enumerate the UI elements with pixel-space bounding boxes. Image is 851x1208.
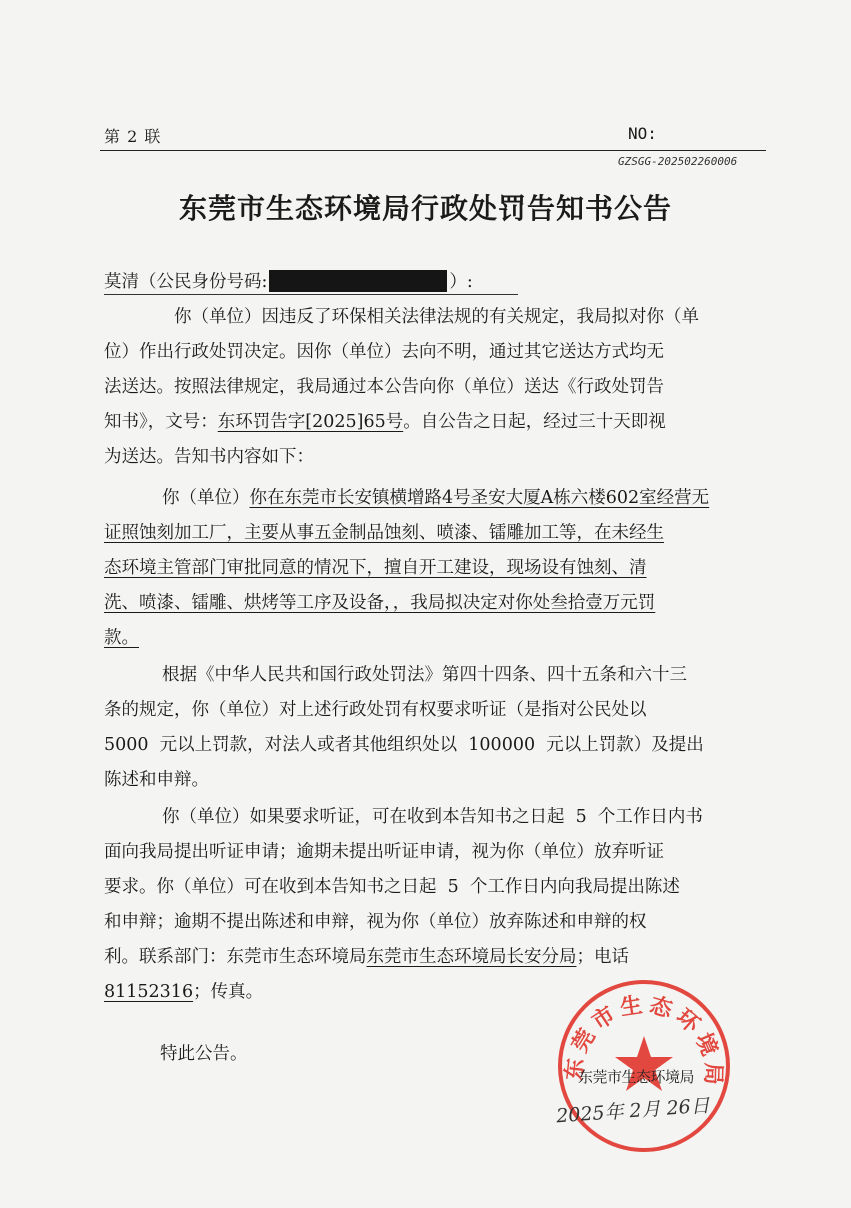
redaction-bar — [269, 270, 447, 292]
addressee — [104, 268, 473, 293]
paragraph-hearing-rights — [104, 658, 752, 798]
text-line: 位）作出行政处罚决定。因你（单位）去向不明，通过其它送达方式均无 — [104, 342, 664, 362]
paragraph-violation — [104, 481, 752, 656]
header-rule — [100, 150, 766, 151]
signature-organization: 东莞市生态环境局 — [578, 1068, 695, 1086]
text-line: 款。 — [104, 628, 139, 648]
text-line: 陈述和申辩。 — [104, 770, 209, 790]
text-line: 条的规定，你（单位）对上述行政处罚有权要求听证（是指对公民处以 — [104, 700, 647, 720]
closing-text: 特此公告。 — [160, 1044, 248, 1064]
signature-date: 2025年 2月 26日 — [555, 1094, 711, 1128]
page-title: 东莞市生态环境局行政处罚告知书公告 — [178, 192, 672, 225]
text-line: 知书》，文号：东环罚告字[2025]65号。自公告之日起，经过三十天即视 — [104, 412, 666, 432]
text-line: 证照蚀刻加工厂，主要从事五金制品蚀刻、喷漆、镭雕加工等，在未经生 — [104, 523, 664, 543]
number-label: NO: — [628, 124, 657, 143]
addressee-underline — [104, 294, 518, 295]
addressee-suffix: ）: — [449, 272, 473, 292]
text-line: 面向我局提出听证申请；逾期未提出听证申请，视为你（单位）放弃听证 — [104, 842, 664, 862]
text-line: 81152316；传真。 — [104, 982, 264, 1002]
text-line: 为送达。告知书内容如下： — [104, 447, 314, 467]
text-line: 要求。你（单位）可在收到本告知书之日起 5 个工作日内向我局提出陈述 — [104, 877, 680, 897]
contact-department: 东莞市生态环境局长安分局 — [366, 947, 577, 967]
text-line: 5000 元以上罚款，对法人或者其他组织处以 100000 元以上罚款）及提出 — [104, 735, 704, 755]
text-line: 利。联系部门：东莞市生态环境局东莞市生态环境局长安分局；电话 — [104, 947, 629, 967]
text-line: 你（单位）因违反了环保相关法律法规的有关规定，我局拟对你（单 — [174, 307, 699, 327]
seal-text: 东莞市生态环境局 — [562, 992, 726, 1090]
text-line: 洗、喷漆、镭雕、烘烤等工序及设备，，我局拟决定对你处叁拾壹万元罚 — [104, 593, 656, 613]
addressee-name: 莫清（公民身份号码: — [104, 272, 268, 292]
text-line: 态环境主管部门审批同意的情况下，擅自开工建设，现场设有蚀刻、清 — [104, 558, 647, 578]
document-number: 东环罚告字[2025]65号 — [217, 412, 404, 432]
text-line: 你（单位）你在东莞市长安镇横增路4号圣安大厦A栋六楼602室经营无 — [162, 488, 710, 508]
text-line: 你（单位）如果要求听证，可在收到本告知书之日起 5 个工作日内书 — [162, 807, 703, 827]
text-line: 法送达。按照法律规定，我局通过本公告向你（单位）送达《行政处罚告 — [104, 377, 664, 397]
text-line: 根据《中华人民共和国行政处罚法》第四十四条、四十五条和六十三 — [162, 665, 687, 685]
paragraph-intro — [104, 300, 752, 475]
copy-number: 第 2 联 — [104, 127, 162, 146]
text-line: 和申辩；逾期不提出陈述和申辩，视为你（单位）放弃陈述和申辩的权 — [104, 912, 647, 932]
document-code: GZSGG-202502260006 — [618, 155, 738, 168]
contact-phone: 81152316 — [104, 982, 194, 1002]
